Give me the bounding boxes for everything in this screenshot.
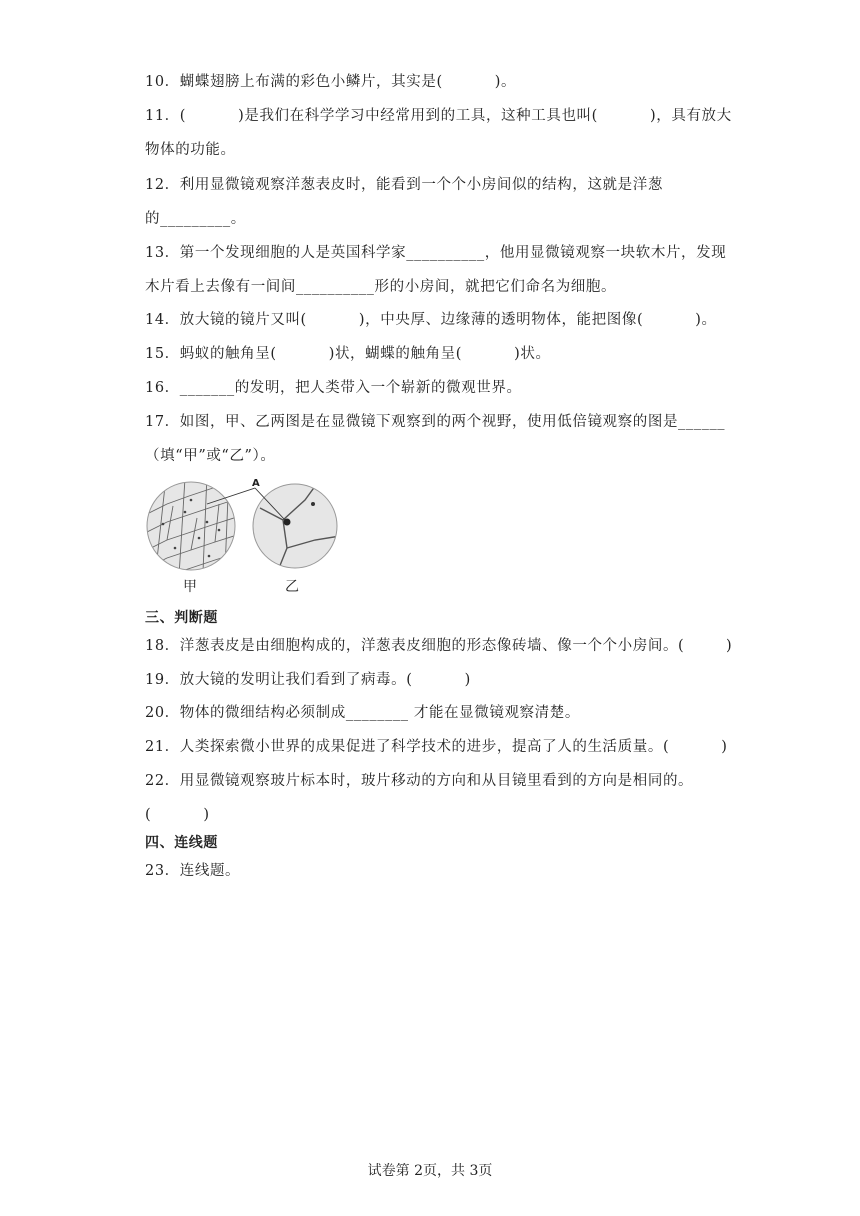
question-23: 23．连线题。 bbox=[145, 863, 241, 879]
question-18: 18．洋葱表皮是由细胞构成的，洋葱表皮细胞的形态像砖墙、像一个个小房间。( ) bbox=[145, 638, 733, 654]
microscope-figure bbox=[145, 478, 345, 598]
section-4-title: 四、连线题 bbox=[145, 835, 218, 851]
question-13-line2: 木片看上去像有一间间__________形的小房间，就把它们命名为细胞。 bbox=[145, 279, 617, 295]
question-22-line1: 22．用显微镜观察玻片标本时，玻片移动的方向和从目镜里看到的方向是相同的。 bbox=[145, 773, 694, 789]
question-11-line1: 11．( )是我们在科学学习中经常用到的工具，这种工具也叫( )，具有放大 bbox=[145, 108, 732, 124]
question-17-line1: 17．如图，甲、乙两图是在显微镜下观察到的两个视野，使用低倍镜观察的图是______ bbox=[145, 414, 726, 430]
question-22-line2: ( ) bbox=[145, 807, 210, 823]
question-12-line1: 12．利用显微镜观察洋葱表皮时，能看到一个个小房间似的结构，这就是洋葱 bbox=[145, 177, 663, 193]
question-13-line1: 13．第一个发现细胞的人是英国科学家__________，他用显微镜观察一块软木片，发现 bbox=[145, 245, 727, 261]
question-14: 14．放大镜的镜片又叫( )，中央厚、边缘薄的透明物体，能把图像( )。 bbox=[145, 312, 717, 328]
question-15: 15．蚂蚁的触角呈( )状，蝴蝶的触角呈( )状。 bbox=[145, 346, 551, 362]
question-10: 10．蝴蝶翅膀上布满的彩色小鳞片，其实是( )。 bbox=[145, 74, 517, 90]
question-19: 19．放大镜的发明让我们看到了病毒。( ) bbox=[145, 672, 471, 688]
question-11-line2: 物体的功能。 bbox=[145, 142, 236, 158]
label-a: A bbox=[252, 478, 260, 489]
caption-yi: 乙 bbox=[285, 579, 299, 595]
cell-views-image bbox=[145, 478, 345, 598]
question-20: 20．物体的微细结构必须制成________ 才能在显微镜观察清楚。 bbox=[145, 705, 580, 721]
page-footer: 试卷第 2页，共 3页 bbox=[367, 1163, 493, 1179]
section-3-title: 三、判断题 bbox=[145, 610, 218, 626]
question-12-line2: 的_________。 bbox=[145, 211, 246, 227]
question-16: 16．_______的发明，把人类带入一个崭新的微观世界。 bbox=[145, 380, 522, 396]
caption-jia: 甲 bbox=[183, 579, 197, 595]
question-17-line2: （填“甲”或“乙”）。 bbox=[145, 448, 276, 464]
question-21: 21．人类探索微小世界的成果促进了科学技术的进步，提高了人的生活质量。( ) bbox=[145, 739, 728, 755]
